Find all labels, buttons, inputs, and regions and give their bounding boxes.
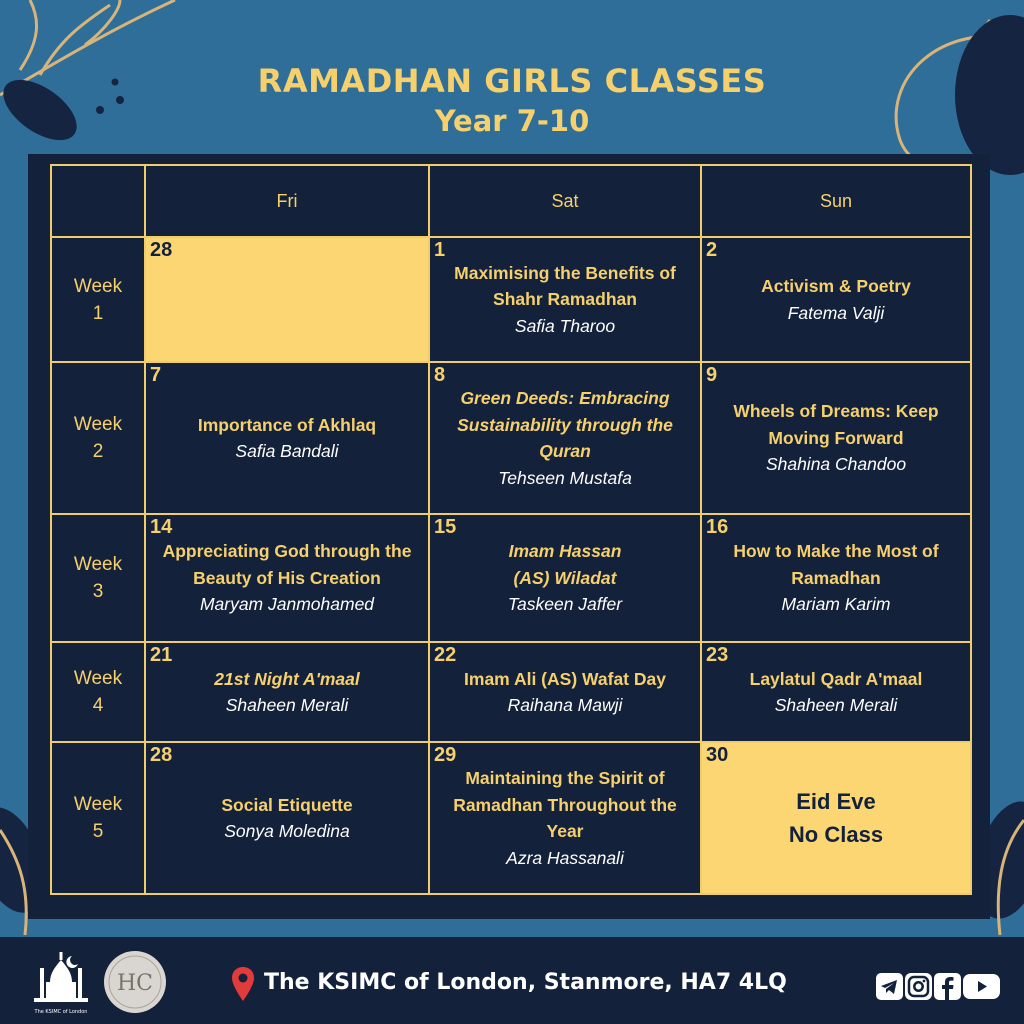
week-number: 4 — [92, 695, 104, 716]
ksimc-logo — [26, 948, 96, 1018]
corner-cell — [51, 165, 145, 237]
no-class-note-line2: No Class — [788, 822, 884, 847]
week-row-2 — [51, 362, 971, 514]
day-cell — [429, 642, 701, 742]
day-cell — [701, 642, 971, 742]
secondary-logo — [103, 950, 167, 1014]
header-row — [51, 165, 971, 237]
week-label — [51, 642, 145, 742]
class-topic: Laylatul Qadr A'maal — [749, 668, 923, 689]
youtube-icon[interactable] — [963, 973, 1000, 1000]
secondary-logo-letters: HC — [116, 971, 154, 996]
week-label — [51, 514, 145, 642]
date-number: 22 — [434, 644, 457, 666]
venue-address: The KSIMC of London, Stanmore, HA7 4LQ — [264, 970, 787, 995]
date-number: 16 — [706, 516, 729, 538]
week-row-5 — [51, 742, 971, 894]
day-cell — [145, 514, 429, 642]
day-cell — [145, 642, 429, 742]
no-class-note-line1: Eid Eve — [796, 789, 876, 814]
week-number: 1 — [92, 302, 104, 324]
schedule-table — [50, 164, 972, 895]
speaker-name: Fatema Valji — [787, 302, 885, 323]
day-cell — [701, 742, 971, 894]
speaker-name: Azra Hassanali — [506, 847, 624, 868]
class-topic: Activism & Poetry — [761, 276, 911, 296]
week-label-text: Week — [73, 668, 123, 689]
date-number: 28 — [150, 744, 173, 766]
week-number: 2 — [92, 441, 104, 462]
class-topic: Social Etiquette — [221, 794, 353, 815]
date-number: 1 — [434, 239, 446, 261]
speaker-name: Maryam Janmohamed — [199, 594, 375, 615]
week-label — [51, 362, 145, 514]
day-header-fri: Fri — [145, 165, 429, 237]
day-cell — [701, 514, 971, 642]
class-topic: Importance of Akhlaq — [197, 414, 377, 435]
week-label — [51, 742, 145, 894]
day-header-sun: Sun — [701, 165, 971, 237]
instagram-icon[interactable] — [905, 973, 932, 1000]
date-number: 9 — [706, 364, 718, 386]
date-number: 14 — [150, 516, 173, 538]
telegram-icon[interactable] — [876, 973, 903, 1000]
week-number: 3 — [92, 581, 104, 602]
speaker-name: Tehseen Mustafa — [498, 467, 632, 488]
date-number: 28 — [150, 239, 173, 261]
week-label-text: Week — [73, 794, 123, 815]
date-number: 7 — [150, 364, 162, 386]
day-cell — [429, 514, 701, 642]
day-cell — [701, 237, 971, 362]
class-topic: Imam Ali (AS) Wafat Day — [464, 668, 666, 689]
day-cell — [429, 237, 701, 362]
speaker-name: Shaheen Merali — [225, 695, 349, 715]
week-row-1 — [51, 237, 971, 362]
class-topic: Wheels of Dreams: Keep Moving Forward — [733, 401, 939, 448]
day-cell — [145, 362, 429, 514]
week-label-text: Week — [73, 414, 123, 435]
week-label-text: Week — [73, 554, 123, 575]
day-header-sat: Sat — [429, 165, 701, 237]
page-subtitle: Year 7-10 — [434, 104, 590, 138]
week-row-3 — [51, 514, 971, 642]
day-cell — [145, 237, 429, 362]
page-title: RAMADHAN GIRLS CLASSES — [257, 62, 767, 100]
speaker-name: Raihana Mawji — [507, 695, 623, 715]
date-number: 30 — [706, 744, 729, 766]
day-cell — [701, 362, 971, 514]
date-number: 21 — [150, 644, 173, 666]
date-number: 8 — [434, 364, 446, 386]
class-topic: 21st Night A'maal — [214, 668, 360, 689]
day-cell — [429, 362, 701, 514]
ksimc-logo-text: The KSIMC of London — [34, 1009, 88, 1015]
date-number: 2 — [706, 239, 718, 261]
week-row-4 — [51, 642, 971, 742]
speaker-name: Safia Bandali — [235, 441, 339, 461]
date-number: 29 — [434, 744, 457, 766]
class-topic: Green Deeds: Embracing Sustainability through the Quran — [457, 388, 673, 461]
facebook-icon[interactable] — [934, 973, 961, 1000]
week-label-text: Week — [73, 275, 123, 297]
class-topic: Imam Hassan (AS) Wiladat — [508, 541, 622, 588]
class-topic: How to Make the Most of Ramadhan — [733, 541, 939, 588]
class-topic: Appreciating God through the Beauty of His Creation — [162, 541, 412, 588]
speaker-name: Taskeen Jaffer — [507, 594, 623, 615]
date-number: 15 — [434, 516, 457, 538]
week-number: 5 — [92, 821, 104, 842]
day-cell — [145, 742, 429, 894]
location-pin-icon — [232, 967, 254, 1003]
week-label — [51, 237, 145, 362]
speaker-name: Shaheen Merali — [774, 695, 898, 715]
day-cell — [429, 742, 701, 894]
speaker-name: Shahina Chandoo — [765, 454, 907, 475]
speaker-name: Mariam Karim — [781, 594, 891, 615]
date-number: 23 — [706, 644, 729, 666]
speaker-name: Sonya Moledina — [224, 821, 350, 841]
class-topic: Maintaining the Spirit of Ramadhan Throughout the Year — [453, 768, 677, 841]
speaker-name: Safia Tharoo — [514, 315, 616, 336]
class-topic: Maximising the Benefits of Shahr Ramadhan — [454, 262, 676, 310]
